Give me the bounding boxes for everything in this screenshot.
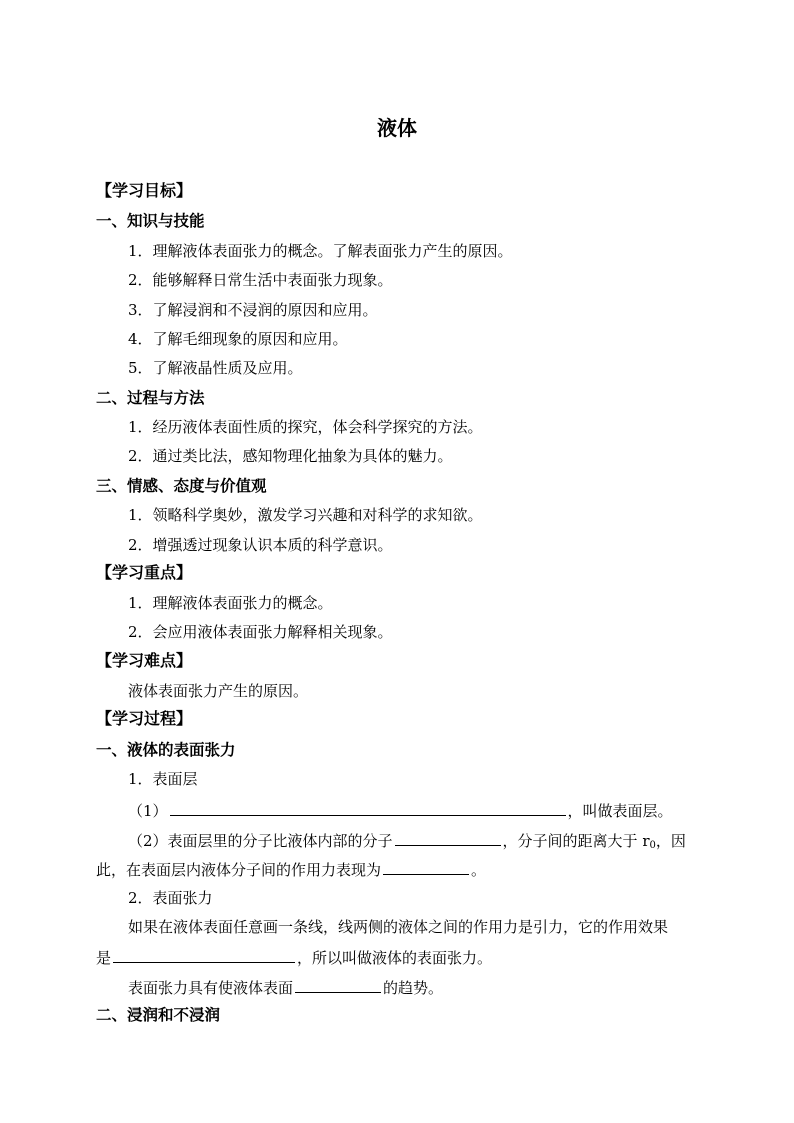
tension-line-2-prefix: 是	[96, 949, 112, 967]
subheading-surface-tension: 2．表面张力	[128, 889, 213, 907]
fill-blank[interactable]	[395, 829, 501, 846]
question-1	[128, 799, 673, 821]
list-item: 1．领略科学奥妙，激发学习兴趣和对科学的求知欲。	[128, 506, 483, 524]
section-attitude-heading: 三、情感、态度与价值观	[96, 476, 267, 495]
process-heading: 【学习过程】	[96, 709, 193, 728]
question-2-line-2-suffix: 。	[471, 861, 487, 879]
key-points-heading: 【学习重点】	[96, 563, 193, 582]
list-item: 5．了解液晶性质及应用。	[128, 359, 303, 377]
subheading-surface-layer: 1．表面层	[128, 770, 198, 788]
fill-blank[interactable]	[295, 976, 381, 993]
question-2-line-2-prefix: 此，在表面层内液体分子间的作用力表现为	[96, 861, 382, 879]
list-item: 2．增强透过现象认识本质的科学意识。	[128, 536, 393, 554]
section-knowledge-heading: 一、知识与技能	[96, 211, 205, 230]
tension-paragraph-line-1: 如果在液体表面任意画一条线，线两侧的液体之间的作用力是引力，它的作用效果	[128, 918, 669, 936]
fill-blank[interactable]	[113, 946, 295, 963]
section-surface-tension-heading: 一、液体的表面张力	[96, 740, 236, 759]
fill-blank[interactable]	[383, 858, 469, 875]
question-1-prefix: （1）	[128, 802, 168, 820]
list-item: 4．了解毛细现象的原因和应用。	[128, 330, 348, 348]
fill-blank[interactable]	[170, 799, 566, 816]
list-item: 2．通过类比法，感知物理化抽象为具体的魅力。	[128, 447, 453, 465]
tension-paragraph-line-2	[96, 946, 492, 968]
goals-heading: 【学习目标】	[96, 181, 193, 200]
difficulties-heading: 【学习难点】	[96, 651, 193, 670]
trend-suffix: 的趋势。	[383, 979, 444, 997]
question-2-line-2	[96, 858, 486, 880]
list-item: 1．理解液体表面张力的概念。	[128, 594, 333, 612]
question-1-suffix: ，叫做表面层。	[567, 802, 673, 820]
subscript-zero: 0	[649, 840, 656, 851]
list-item: 3．了解浸润和不浸润的原因和应用。	[128, 301, 378, 319]
list-item: 2．会应用液体表面张力解释相关现象。	[128, 623, 393, 641]
section-wetting-heading: 二、浸润和不浸润	[96, 1005, 221, 1024]
document-title: 液体	[377, 116, 417, 140]
question-2-after: ，因	[655, 832, 686, 850]
list-item: 1．经历液体表面性质的探究，体会科学探究的方法。	[128, 418, 483, 436]
tension-line-2-suffix: ，所以叫做液体的表面张力。	[297, 949, 493, 967]
section-process-method-heading: 二、过程与方法	[96, 388, 205, 407]
list-item: 2．能够解释日常生活中表面张力现象。	[128, 271, 393, 289]
question-2-line-1	[128, 829, 686, 856]
question-2-prefix: （2）表面层里的分子比液体内部的分子	[128, 832, 393, 850]
trend-prefix: 表面张力具有使液体表面	[128, 979, 294, 997]
difficulties-text: 液体表面张力产生的原因。	[128, 682, 309, 700]
list-item: 1．理解液体表面张力的概念。了解表面张力产生的原因。	[128, 242, 513, 260]
tension-trend-line	[128, 976, 443, 998]
question-2-mid: ，分子间的距离大于 r	[502, 832, 650, 850]
